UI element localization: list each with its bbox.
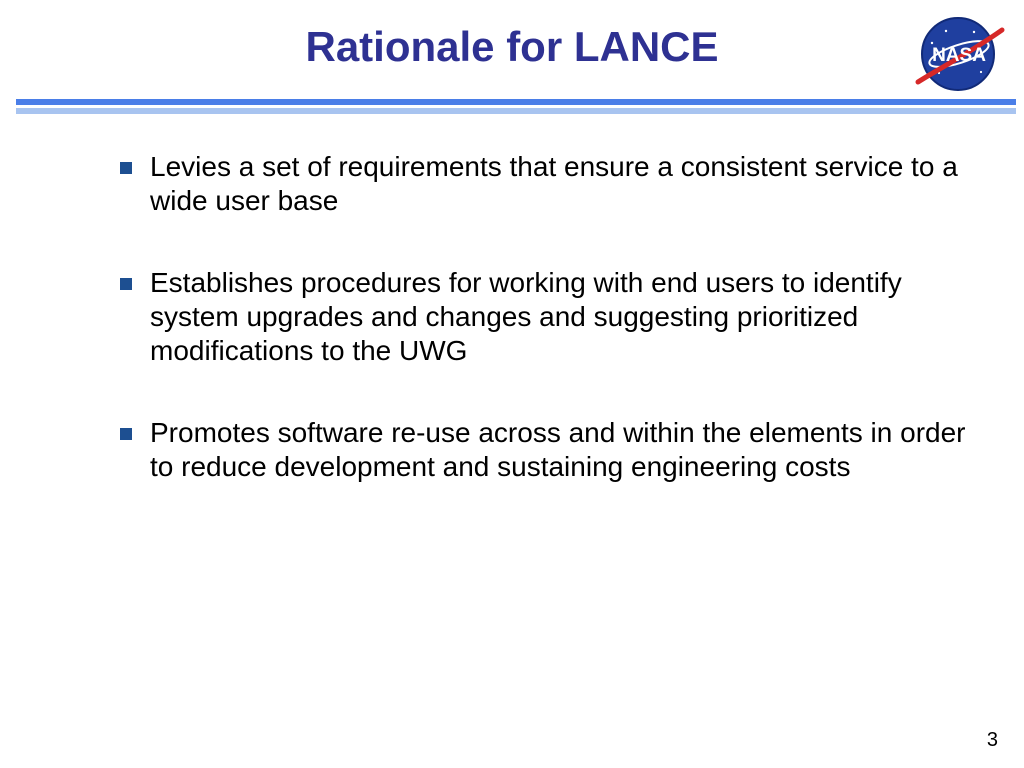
svg-text:NASA: NASA [932, 45, 986, 66]
list-item [116, 150, 996, 218]
bullet-text: Establishes procedures for working with end users to identify system upgrades and changes and suggesting prioritized modifications to the UWG [150, 267, 902, 366]
title-rule-primary [16, 99, 1016, 105]
nasa-logo-icon [912, 12, 1008, 96]
slide-title: Rationale for LANCE [305, 23, 719, 70]
square-bullet-icon [120, 278, 132, 290]
bullet-text: Levies a set of requirements that ensure a consistent service to a wide user base [150, 151, 958, 216]
square-bullet-icon [120, 162, 132, 174]
bullet-text: Promotes software re-use across and within the elements in order to reduce development and sustaining engineering costs [150, 417, 966, 482]
square-bullet-icon [120, 428, 132, 440]
list-item [116, 266, 996, 368]
title-rule-secondary [16, 108, 1016, 114]
bullet-list [116, 150, 996, 532]
list-item [116, 416, 996, 484]
page-number: 3 [986, 729, 998, 751]
